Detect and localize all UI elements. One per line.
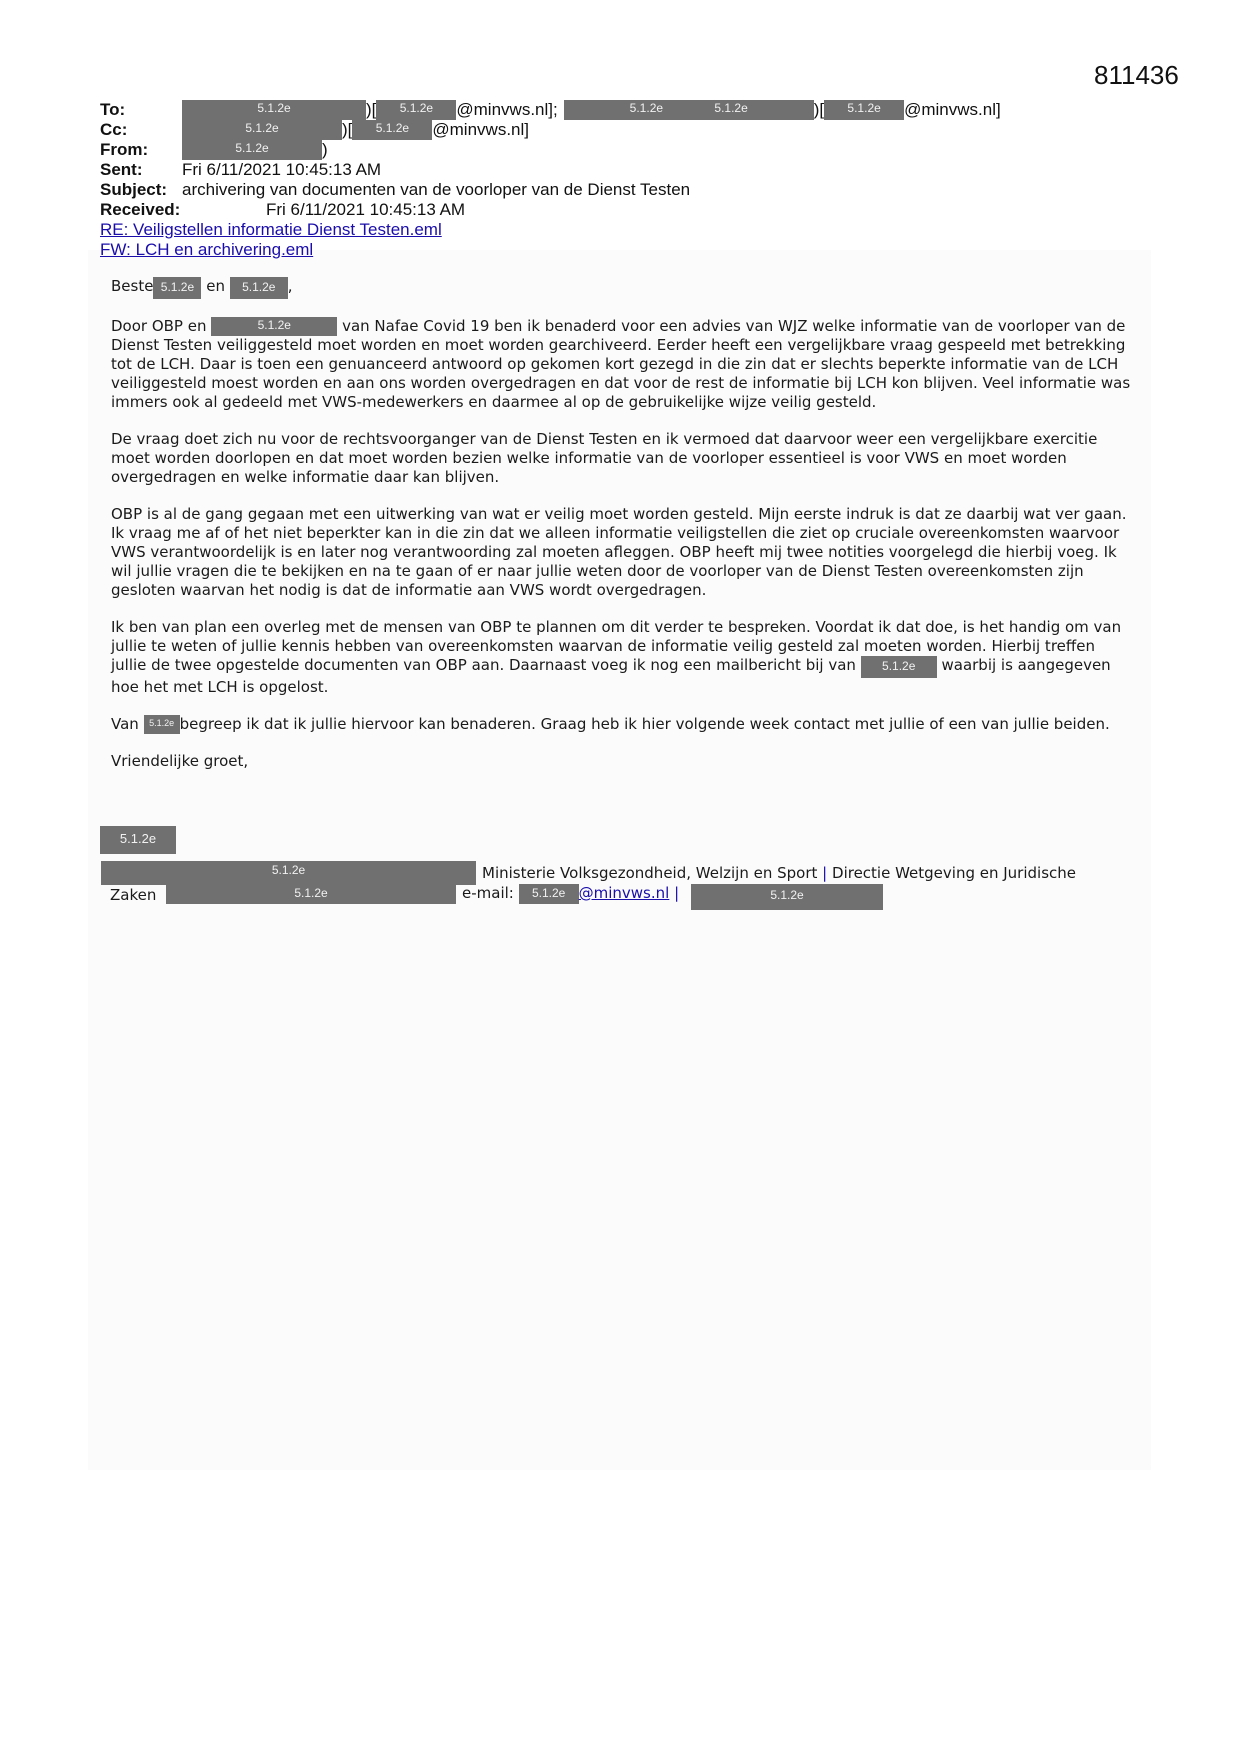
redaction-box: 5.1.2e: [182, 120, 342, 140]
to-domain: @minvws.nl]: [904, 100, 1001, 119]
redaction-box: 5.1.2e: [861, 656, 937, 678]
paragraph-text: begreep ik dat ik jullie hiervoor kan benaderen. Graag heb ik hier volgende week contact met jullie of een van jullie beiden.: [179, 715, 1110, 733]
greeting-text: Beste: [111, 277, 154, 295]
document-number: 811436: [1094, 60, 1179, 90]
signature-org-line: [482, 864, 1076, 882]
from-close: ): [322, 140, 328, 159]
from-label: From:: [100, 140, 149, 159]
redaction-box: 5.1.2e: [211, 317, 337, 336]
to-value: [182, 100, 1001, 120]
redaction-box: 5.1.2e: [153, 277, 201, 299]
signature-divider: |: [822, 864, 828, 882]
greeting: [111, 277, 1131, 299]
paragraph: [111, 715, 1131, 734]
signature-org: Ministerie Volksgezondheid, Welzijn en Sport: [482, 864, 818, 882]
redaction-box: [564, 100, 814, 120]
attachment-link[interactable]: FW: LCH en archivering.eml: [100, 240, 314, 259]
redaction-box: 5.1.2e: [824, 100, 904, 120]
paragraph: [111, 618, 1131, 697]
received-value: Fri 6/11/2021 10:45:13 AM: [266, 200, 466, 219]
email-link[interactable]: @minvws.nl: [578, 884, 670, 902]
redaction-box: 5.1.2e: [182, 140, 322, 160]
redaction-box: 5.1.2e: [376, 100, 456, 120]
signature-name-redaction: 5.1.2e: [100, 826, 176, 854]
paragraph-text: Van: [111, 715, 139, 733]
paragraph-text: Ik ben van plan een overleg met de mensen van OBP te plannen om dit verder te bespreken. Voordat ik dat doe, is het handig om van jullie te weten of jullie kennis hebben van overeenkomsten waarvan de informatie veilig gesteld zal moeten worden. Hierbij treffen jullie de twee opgestelde documenten van OBP aan. Daarnaast voeg ik nog een mailbericht bij van: [111, 618, 1122, 674]
redaction-code: 5.1.2e: [714, 101, 748, 115]
paragraph-text: waarbij is aangegeven hoe het met LCH is opgelost.: [111, 656, 1111, 696]
redaction-box: 5.1.2e: [230, 277, 288, 299]
cc-domain: @minvws.nl]: [432, 120, 529, 139]
received-label: Received:: [100, 200, 181, 219]
cc-value: [182, 120, 529, 140]
closing: Vriendelijke groet,: [111, 752, 249, 770]
to-label: To:: [100, 100, 126, 119]
paragraph: [111, 317, 1131, 412]
signature-phone-redaction: 5.1.2e: [166, 884, 456, 904]
redaction-code: 5.1.2e: [629, 101, 664, 115]
to-separator: )[: [366, 100, 377, 119]
redaction-box: 5.1.2e: [144, 715, 180, 734]
email-body: [111, 277, 1131, 789]
sent-label: Sent:: [100, 160, 143, 179]
attachment-link[interactable]: RE: Veiligstellen informatie Dienst Testen.eml: [100, 220, 442, 239]
to-separator: )[: [813, 100, 825, 119]
paragraph-text: Door OBP en: [111, 317, 207, 335]
signature-email-line: [462, 884, 679, 904]
from-value: [182, 140, 328, 160]
subject-value: archivering van documenten van de voorloper van de Dienst Testen: [182, 180, 691, 199]
paragraph: De vraag doet zich nu voor de rechtsvoorganger van de Dienst Testen en ik vermoed dat daarvoor weer een vergelijkbare exercitie moet worden doorlopen en dat moet worden bezien welke informatie van de voorloper essentieel is voor VWS en moet worden overgedragen en welke informatie daar kan blijven.: [111, 430, 1098, 486]
paragraph: OBP is al de gang gegaan met een uitwerking van wat er veilig moet worden gesteld. Mijn eerste indruk is dat ze daarbij wat ver gaan. Ik vraag me af of het niet beperkter kan in die zin dat we alleen informatie veiligstellen die ziet op cruciale overeenkomsten waarvoor VWS verantwoordelijk is en later nog verantwoording zal moeten afleggen. OBP heeft mij twee notities voorgelegd die hierbij voeg. Ik wil jullie vragen die te bekijken en na te gaan of er naar jullie weten door de voorloper van de Dienst Testen overeenkomsten zijn gesloten waarvan het nodig is dat de informatie aan VWS wordt overgedragen.: [111, 505, 1127, 599]
greeting-text: ,: [287, 277, 293, 295]
redaction-box: 5.1.2e: [519, 884, 579, 904]
cc-label: Cc:: [100, 120, 128, 139]
paragraph-text: van Nafae Covid 19 ben ik benaderd voor een advies van WJZ welke informatie van de voorloper van de Dienst Testen veiliggesteld moet worden en moet worden gearchiveerd. Eerder heeft een vergelijkbare vraag gespeeld met betrekking tot de LCH. Daar is toen een genuanceerd antwoord op gekomen kort gezegd in die zin dat er slechts beperkte informatie van de LCH veiliggesteld moest worden en aan ons worden overgedragen en dat voor de rest de informatie bij LCH kon blijven. Veel informatie was immers ook al gedeeld met VWS-medewerkers en daarmee al op de gebruikelijke wijze veilig gesteld.: [111, 317, 1131, 411]
cc-separator: )[: [342, 120, 353, 139]
greeting-text: en: [206, 277, 225, 295]
sent-value: Fri 6/11/2021 10:45:13 AM: [182, 160, 382, 179]
redaction-box: 5.1.2e: [352, 120, 432, 140]
subject-label: Subject:: [100, 180, 168, 199]
signature-divider: |: [674, 884, 680, 902]
signature-zaken: Zaken: [110, 886, 157, 904]
signature-extra-redaction: 5.1.2e: [691, 884, 883, 910]
signature-dept: Directie Wetgeving en Juridische: [832, 864, 1076, 882]
to-domain: @minvws.nl];: [456, 100, 558, 119]
signature-title-redaction: 5.1.2e: [101, 861, 476, 885]
email-label: e-mail:: [462, 884, 514, 902]
redaction-box: 5.1.2e: [182, 100, 366, 120]
